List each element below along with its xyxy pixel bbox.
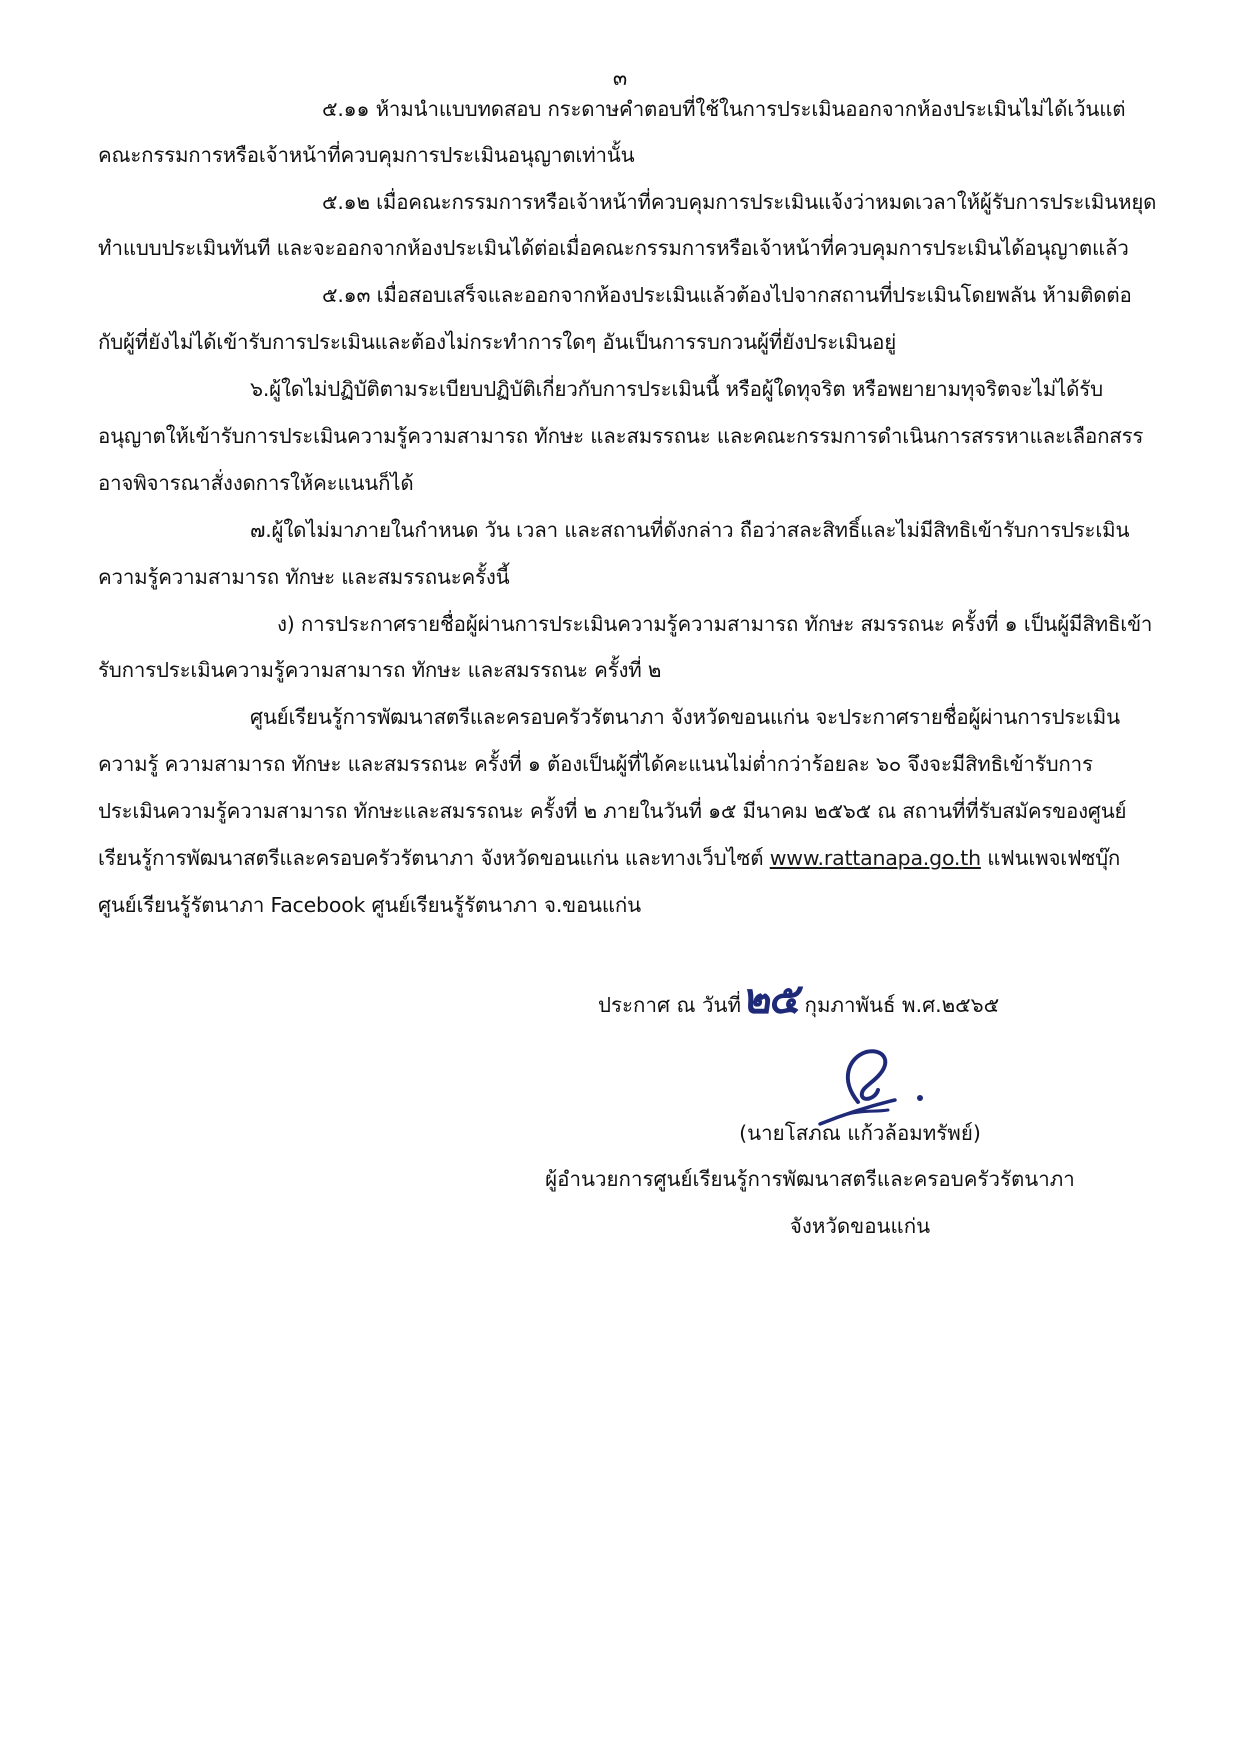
item-5-12-line-2: ทำแบบประเมินทันที และจะออกจากห้องประเมินได้ต่อเมื่อคณะกรรมการหรือเจ้าหน้าที่ควบคุมการประเมินได้อนุญาตแล้ว <box>98 236 1129 260</box>
handwritten-day: ๒๕ <box>741 974 805 1023</box>
announcement-paragraph-line-4 <box>98 844 1120 872</box>
item-5-13-line-2: กับผู้ที่ยังไม่ได้เข้ารับการประเมินและต้องไม่กระทำการใดๆ อันเป็นการรบกวนผู้ที่ยังประเมินอยู่ <box>98 330 897 354</box>
item-7-line-1: ๗.ผู้ใดไม่มาภายในกำหนด วัน เวลา และสถานที่ดังกล่าว ถือว่าสละสิทธิ์และไม่มีสิทธิเข้ารับการประเมิน <box>250 518 1130 542</box>
signatory-name: (นายโสภณ แก้วล้อมทรัพย์) <box>739 1121 981 1145</box>
announcement-paragraph-line-3: ประเมินความรู้ความสามารถ ทักษะและสมรรถนะ ครั้งที่ ๒ ภายในวันที่ ๑๕ มีนาคม ๒๕๖๕ ณ สถานที่ที่รับสมัครของศูนย์ <box>98 799 1127 823</box>
item-6-line-2: อนุญาตให้เข้ารับการประเมินความรู้ความสามารถ ทักษะ และสมรรถนะ และคณะกรรมการดำเนินการสรรหาและเลือกสรร <box>98 424 1144 448</box>
page-number: ๓ <box>612 66 628 90</box>
item-7-line-2: ความรู้ความสามารถ ทักษะ และสมรรถนะครั้งนี้ <box>98 565 510 589</box>
paragraph-line-4-prefix: เรียนรู้การพัฒนาสตรีและครอบครัวรัตนาภา จังหวัดขอนแก่น และทางเว็บไซต์ <box>98 846 764 870</box>
announcement-paragraph-line-1: ศูนย์เรียนรู้การพัฒนาสตรีและครอบครัวรัตนาภา จังหวัดขอนแก่น จะประกาศรายชื่อผู้ผ่านการประเมิน <box>250 705 1120 729</box>
item-6-line-3: อาจพิจารณาสั่งงดการให้คะแนนก็ได้ <box>98 471 414 495</box>
item-ng-line-2: รับการประเมินความรู้ความสามารถ ทักษะ และสมรรถนะ ครั้งที่ ๒ <box>98 658 662 682</box>
date-suffix: กุมภาพันธ์ พ.ศ.๒๕๖๕ <box>804 993 1000 1017</box>
website-link[interactable]: www.rattanapa.go.th <box>769 846 981 870</box>
signatory-province: จังหวัดขอนแก่น <box>789 1214 931 1238</box>
item-5-13-line-1: ๕.๑๓ เมื่อสอบเสร็จและออกจากห้องประเมินแล้วต้องไปจากสถานที่ประเมินโดยพลัน ห้ามติดต่อ <box>322 283 1132 307</box>
item-5-12-line-1: ๕.๑๒ เมื่อคณะกรรมการหรือเจ้าหน้าที่ควบคุมการประเมินแจ้งว่าหมดเวลาให้ผู้รับการประเมินหยุด <box>322 190 1157 214</box>
item-5-11-line-1: ๕.๑๑ ห้ามนำแบบทดสอบ กระดาษคำตอบที่ใช้ในการประเมินออกจากห้องประเมินไม่ได้เว้นแต่ <box>322 97 1126 121</box>
paragraph-line-4-suffix: แฟนเพจเฟซบุ๊ก <box>987 846 1121 870</box>
item-6-line-1: ๖.ผู้ใดไม่ปฏิบัติตามระเบียบปฏิบัติเกี่ยวกับการประเมินนี้ หรือผู้ใดทุจริต หรือพยายามทุจริตจะไม่ได้รับ <box>250 377 1103 401</box>
signatory-position: ผู้อำนวยการศูนย์เรียนรู้การพัฒนาสตรีและครอบครัวรัตนาภา <box>545 1167 1075 1191</box>
date-prefix: ประกาศ ณ วันที่ <box>598 993 742 1017</box>
signature-icon <box>800 1040 950 1130</box>
item-ng-line-1: ง) การประกาศรายชื่อผู้ผ่านการประเมินความรู้ความสามารถ ทักษะ สมรรถนะ ครั้งที่ ๑ เป็นผู้มีสิทธิเข้า <box>277 612 1153 636</box>
announcement-paragraph-line-2: ความรู้ ความสามารถ ทักษะ และสมรรถนะ ครั้งที่ ๑ ต้องเป็นผู้ที่ได้คะแนนไม่ต่ำกว่าร้อยละ ๖๐ จึงจะมีสิทธิเข้ารับการ <box>98 752 1093 776</box>
announcement-date <box>598 974 1000 1025</box>
item-5-11-line-2: คณะกรรมการหรือเจ้าหน้าที่ควบคุมการประเมินอนุญาตเท่านั้น <box>98 143 635 167</box>
announcement-paragraph-line-5: ศูนย์เรียนรู้รัตนาภา Facebook ศูนย์เรียนรู้รัตนาภา จ.ขอนแก่น <box>98 893 641 917</box>
